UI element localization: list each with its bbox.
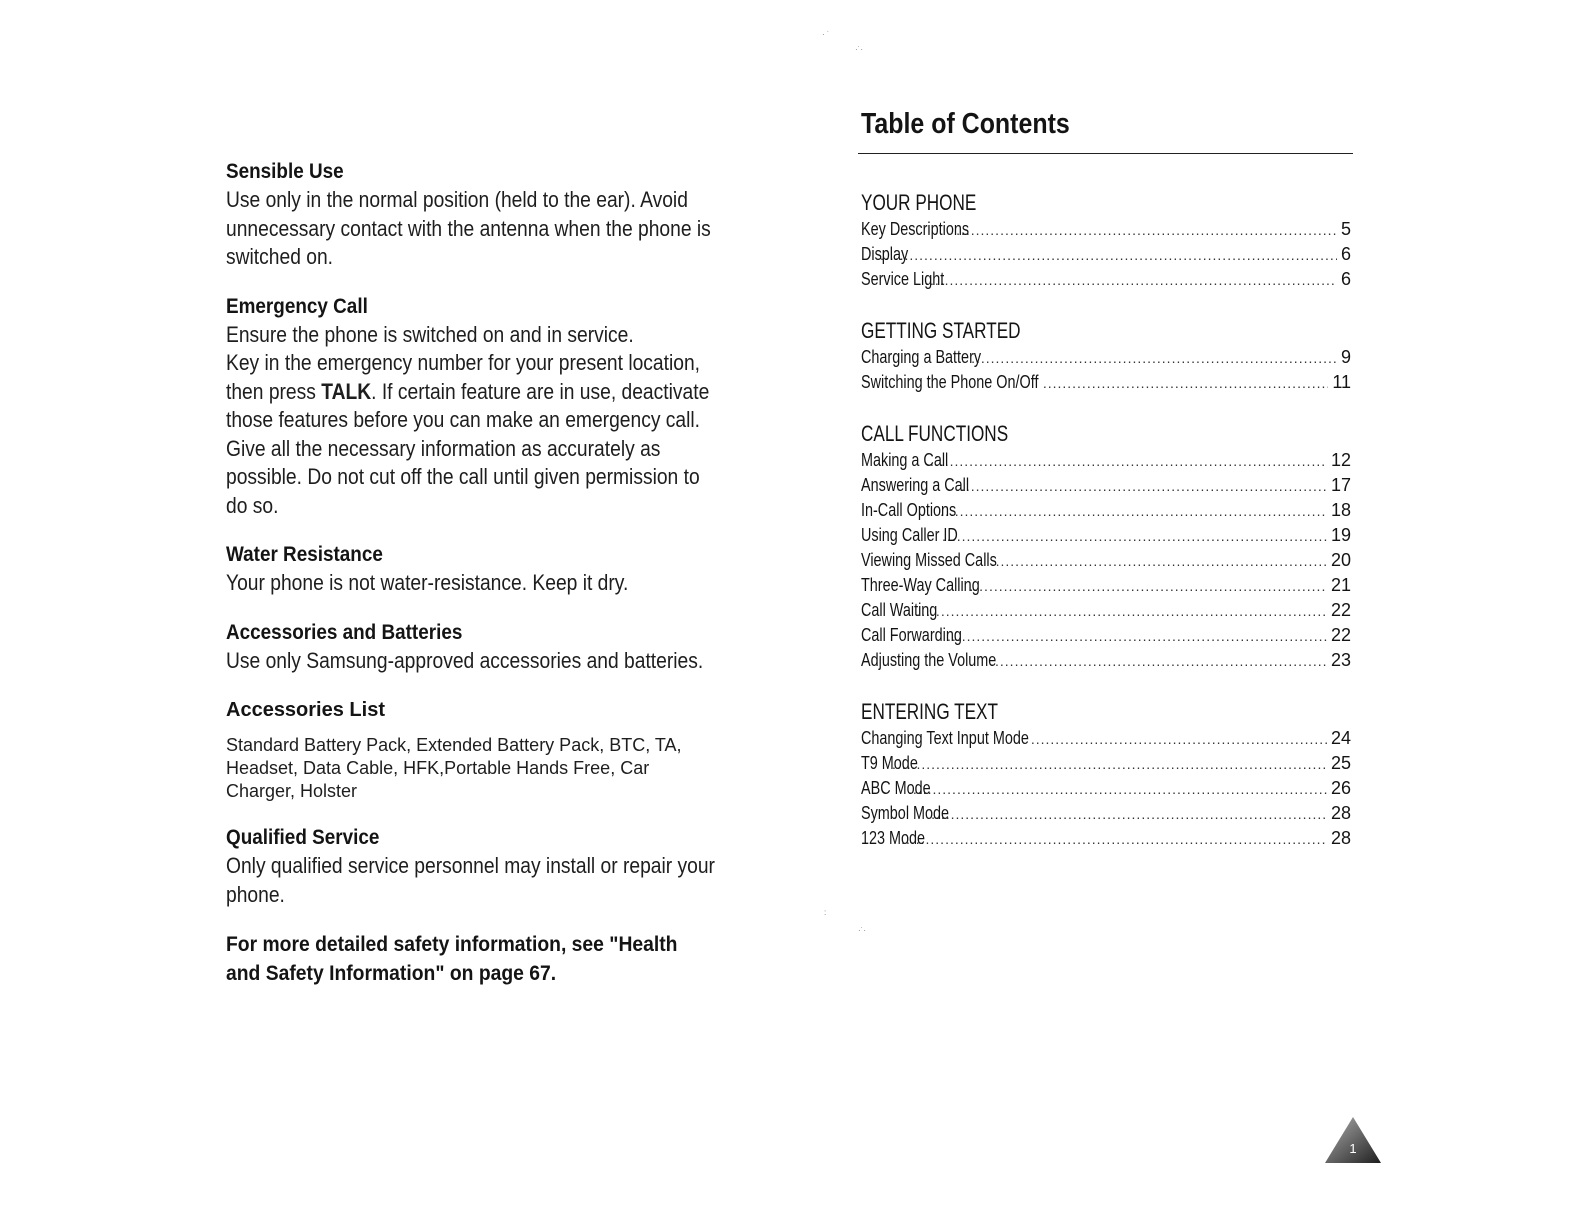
talk-key-label: TALK — [321, 378, 372, 404]
section-body — [226, 321, 725, 521]
section-heading: Accessories and Batteries — [226, 620, 463, 644]
toc-dot-leader — [925, 272, 1337, 288]
toc-entry-page: 5 — [1340, 219, 1351, 239]
page-number-triangle-icon — [1323, 1115, 1383, 1165]
section-heading: Sensible Use — [226, 160, 344, 183]
toc-entry-page: 28 — [1330, 803, 1351, 823]
toc-entry-page: 22 — [1330, 625, 1351, 645]
toc-dot-leader — [908, 781, 1327, 797]
toc-entry-page: 9 — [1340, 347, 1351, 367]
toc-entry-page: 20 — [1330, 550, 1351, 570]
toc-entry[interactable] — [861, 372, 1351, 397]
toc-entry[interactable] — [861, 753, 1351, 778]
toc-entry-label: Key Descriptions — [861, 219, 970, 239]
toc-entry[interactable] — [861, 269, 1351, 294]
toc-entry-label: Call Forwarding — [861, 625, 962, 645]
toc-dot-leader — [931, 806, 1327, 822]
safety-info-note: For more detailed safety information, see "Health and Safety Information" on page 67. — [226, 933, 678, 985]
toc-entry-label: Call Waiting — [861, 600, 938, 620]
toc-entry-label: Switching the Phone On/Off — [861, 372, 1039, 392]
toc-dot-leader — [901, 831, 1327, 847]
toc-entry[interactable] — [861, 550, 1351, 575]
section-accessories-batteries — [226, 619, 766, 676]
toc-entry-label: 123 Mode — [861, 828, 926, 848]
toc-entry-page: 26 — [1330, 778, 1351, 798]
section-body: Use only Samsung-approved accessories and batteries. — [226, 647, 704, 673]
toc-section — [861, 698, 1351, 853]
toc-entry-page: 22 — [1330, 600, 1351, 620]
section-body: Use only in the normal position (held to the ear). Avoid unnecessary contact with the antenna when the phone is switched on. — [226, 187, 711, 269]
toc-entry[interactable] — [861, 828, 1351, 853]
section-heading: Water Resistance — [226, 543, 383, 566]
toc-entry-page: 23 — [1330, 650, 1351, 670]
toc-section-heading: ENTERING TEXT — [861, 699, 998, 724]
toc-entry[interactable] — [861, 625, 1351, 650]
toc-dot-leader — [990, 653, 1327, 669]
scan-speck: ·˙· — [858, 926, 866, 935]
toc-entry-label: Service Light — [861, 269, 945, 289]
toc-entry-label: Charging a Battery — [861, 347, 982, 367]
section-heading: Accessories List — [226, 699, 385, 721]
toc-dot-leader — [1031, 731, 1327, 747]
toc-section — [861, 317, 1351, 397]
scan-speck: : — [824, 908, 827, 917]
toc-section — [861, 420, 1351, 675]
toc-entry[interactable] — [861, 525, 1351, 550]
toc-title: Table of Contents — [861, 108, 1070, 140]
toc-entry[interactable] — [861, 347, 1351, 372]
section-qualified-service — [226, 824, 766, 909]
toc-dot-leader — [916, 603, 1327, 619]
toc-entry-page: 25 — [1330, 753, 1351, 773]
toc-dot-leader — [1043, 375, 1329, 391]
toc-entry-label: Three-Way Calling — [861, 575, 980, 595]
section-heading: Qualified Service — [226, 826, 380, 849]
section-heading: Emergency Call — [226, 294, 368, 318]
toc-entry[interactable] — [861, 575, 1351, 600]
toc-dot-leader — [892, 756, 1327, 772]
toc-entry-label: Viewing Missed Calls — [861, 550, 997, 570]
toc-entry[interactable] — [861, 244, 1351, 269]
section-emergency-call — [226, 293, 766, 521]
toc-entry[interactable] — [861, 219, 1351, 244]
toc-divider — [858, 153, 1353, 154]
toc-entry-page: 6 — [1340, 269, 1351, 289]
toc-entry-label: Answering a Call — [861, 475, 970, 495]
section-body: Only qualified service personnel may install or repair your phone. — [226, 853, 715, 907]
toc-dot-leader — [940, 503, 1327, 519]
toc-entry[interactable] — [861, 778, 1351, 803]
emergency-line-3: . If certain feature are in use, deactivate those features before you can make an emergency call. Give all the necessary information as accurately as possible. Do not cut off the call until given permission to do so. — [226, 378, 710, 518]
section-body: Standard Battery Pack, Extended Battery Pack, BTC, TA, Headset, Data Cable, HFK,Portable Hands Free, Car Charger, Holster — [226, 735, 682, 801]
toc-entry-label: Adjusting the Volume — [861, 650, 997, 670]
page-number: 1 — [1349, 1141, 1357, 1156]
toc-entry-page: 21 — [1330, 575, 1351, 595]
toc-section-heading: GETTING STARTED — [861, 318, 1021, 343]
toc-entry-label: In-Call Options — [861, 500, 957, 520]
table-of-contents — [861, 105, 1353, 848]
toc-entry-label: Using Caller ID — [861, 525, 958, 545]
toc-dot-leader — [880, 247, 1337, 263]
toc-entry-page: 28 — [1330, 828, 1351, 848]
toc-entry-page: 19 — [1330, 525, 1351, 545]
toc-section-heading: CALL FUNCTIONS — [861, 421, 1009, 446]
toc-entry[interactable] — [861, 475, 1351, 500]
toc-entry[interactable] — [861, 728, 1351, 753]
emergency-line-2: Key in the emergency number for your present location, then press — [226, 350, 701, 404]
section-water-resistance — [226, 541, 766, 598]
toc-section — [861, 189, 1351, 294]
section-sensible-use — [226, 158, 766, 272]
toc-entry[interactable] — [861, 450, 1351, 475]
toc-entry-page: 6 — [1340, 244, 1351, 264]
toc-dot-leader — [930, 453, 1327, 469]
toc-entry-page: 24 — [1330, 728, 1351, 748]
toc-dot-leader — [969, 578, 1327, 594]
toc-entry-page: 18 — [1330, 500, 1351, 520]
toc-entry-label: Symbol Mode — [861, 803, 950, 823]
section-body: Your phone is not water-resistance. Keep it dry. — [226, 570, 629, 595]
toc-dot-leader — [956, 478, 1327, 494]
toc-entry-label: Changing Text Input Mode — [861, 728, 1029, 748]
toc-entry-label: Display — [861, 244, 909, 264]
toc-entry-page: 12 — [1330, 450, 1351, 470]
toc-dot-leader — [942, 528, 1327, 544]
toc-entry-page: 17 — [1330, 475, 1351, 495]
left-page — [226, 158, 766, 988]
toc-entry-label: T9 Mode — [861, 753, 918, 773]
scan-speck: ·˙· — [855, 45, 863, 54]
toc-dot-leader — [956, 222, 1337, 238]
toc-entry-label: Making a Call — [861, 450, 949, 470]
emergency-line-1: Ensure the phone is switched on and in service. — [226, 321, 634, 347]
toc-entry-page: 11 — [1332, 372, 1351, 392]
toc-entry[interactable] — [861, 500, 1351, 525]
toc-sections — [861, 189, 1351, 876]
toc-dot-leader — [971, 350, 1337, 366]
toc-entry[interactable] — [861, 600, 1351, 625]
scan-speck: · ˙ — [822, 30, 830, 39]
toc-entry[interactable] — [861, 650, 1351, 675]
toc-entry[interactable] — [861, 803, 1351, 828]
toc-dot-leader — [991, 553, 1327, 569]
section-accessories-list — [226, 696, 766, 803]
toc-entry-label: ABC Mode — [861, 778, 931, 798]
toc-dot-leader — [947, 628, 1327, 644]
toc-section-heading: YOUR PHONE — [861, 190, 977, 215]
